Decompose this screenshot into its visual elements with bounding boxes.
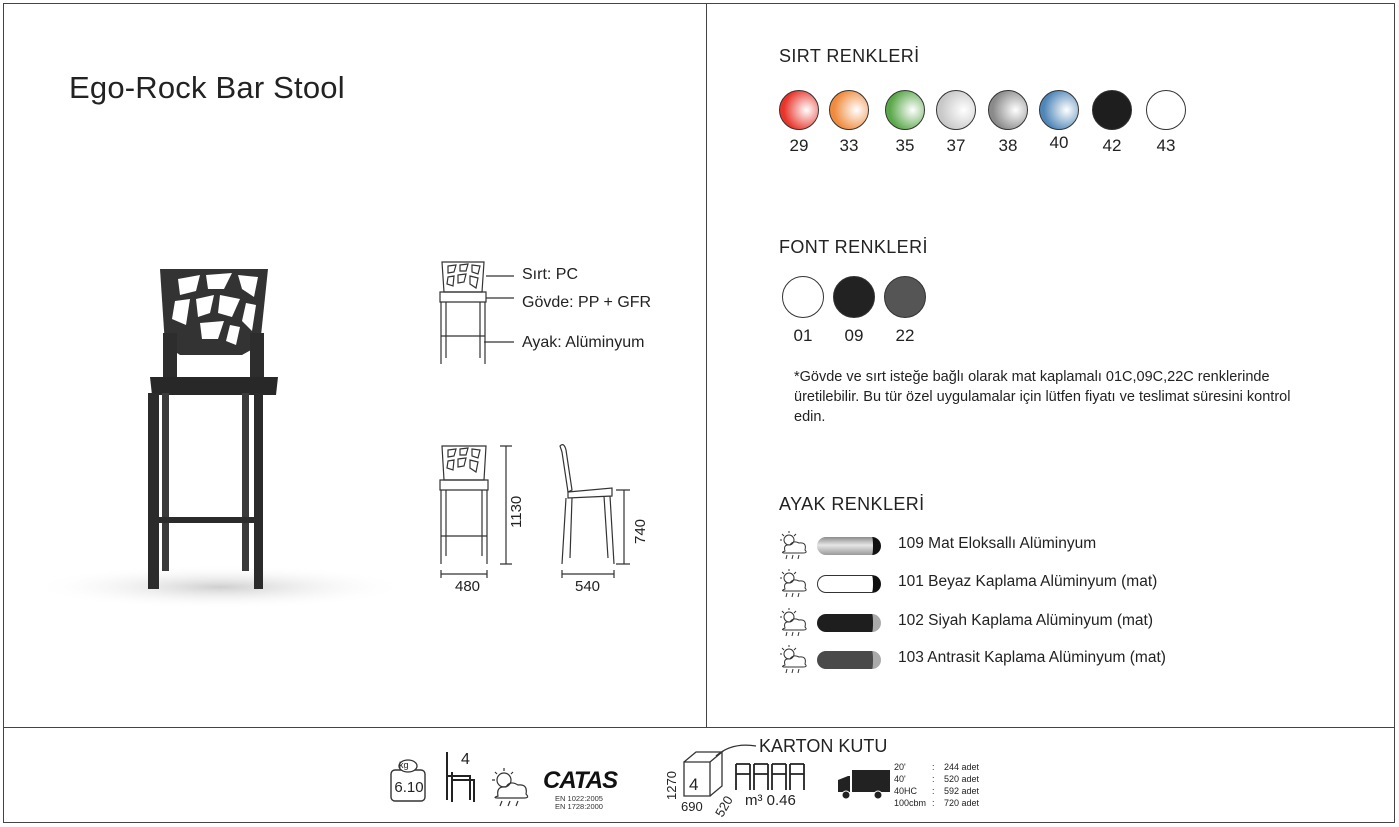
- back-color-swatch: [779, 90, 819, 130]
- box-qty: 4: [689, 775, 699, 794]
- back-color-code: 33: [839, 136, 859, 155]
- weight-unit: kg: [399, 760, 409, 770]
- dim-depth: 540: [575, 578, 601, 595]
- back-color-code: 40: [1049, 133, 1069, 152]
- frame-color-code: 22: [895, 326, 915, 345]
- outdoor-weather-icon: [776, 531, 810, 561]
- karton-title: KARTON KUTU: [759, 736, 888, 756]
- frame-colors-heading: FONT RENKLERİ: [779, 237, 928, 257]
- leg-colors-heading: AYAK RENKLERİ: [779, 494, 925, 514]
- frame-color-swatch: [884, 276, 926, 318]
- back-color-code: 38: [998, 136, 1018, 155]
- back-color-code: 35: [895, 136, 915, 155]
- vertical-divider: [706, 4, 707, 727]
- container-type: 100cbm: [894, 798, 927, 808]
- back-color-code: 29: [789, 136, 809, 155]
- container-type: 40': [894, 774, 906, 784]
- catas-logo: CATAS: [543, 767, 618, 794]
- outdoor-weather-icon: [776, 608, 810, 638]
- separator: :: [932, 774, 935, 784]
- frame-color-code: 01: [793, 326, 813, 345]
- back-color-swatch: [936, 90, 976, 130]
- shipping-row: [894, 785, 979, 797]
- truck-icon: [836, 768, 892, 800]
- separator: :: [932, 798, 935, 808]
- container-qty: 520 adet: [944, 774, 980, 784]
- shipping-table: [894, 761, 979, 809]
- back-color-code: 43: [1156, 136, 1176, 155]
- back-color-code: 42: [1102, 136, 1122, 155]
- frame-color-swatch: [782, 276, 824, 318]
- back-color-swatch: [885, 90, 925, 130]
- dim-height: 1130: [508, 495, 525, 528]
- container-qty: 720 adet: [944, 798, 980, 808]
- shipping-row: [894, 797, 979, 809]
- material-diagram: [436, 258, 526, 368]
- container-type: 20': [894, 762, 906, 772]
- side-dimension-drawing: [554, 440, 654, 580]
- box-depth: 520: [712, 793, 736, 820]
- leg-tube-swatch: [817, 614, 881, 632]
- stool-photo: [10, 255, 470, 620]
- back-color-swatch: [1039, 90, 1079, 130]
- container-type: 40HC: [894, 786, 918, 796]
- leg-tube-swatch: [817, 575, 881, 593]
- leg-color-label: 109 Mat Eloksallı Alüminyum: [898, 535, 1097, 552]
- leg-tube-swatch: [817, 651, 881, 669]
- outdoor-weather-icon: [776, 569, 810, 599]
- dim-width: 480: [455, 578, 481, 595]
- stack-count: 4: [461, 751, 470, 768]
- shipping-row: [894, 761, 979, 773]
- material-body: Gövde: PP + GFR: [522, 294, 652, 311]
- box-volume: m³ 0.46: [745, 792, 796, 809]
- back-color-swatch: [1092, 90, 1132, 130]
- horizontal-divider: [4, 727, 1394, 728]
- leg-color-label: 102 Siyah Kaplama Alüminyum (mat): [898, 612, 1154, 629]
- material-legs: Ayak: Alüminyum: [522, 334, 645, 351]
- weight-value: 6.10: [394, 779, 424, 796]
- leg-tube-swatch: [817, 537, 881, 555]
- shipping-row: [894, 773, 979, 785]
- frame-color-code: 09: [844, 326, 864, 345]
- frame-color-swatch: [833, 276, 875, 318]
- back-color-swatch: [829, 90, 869, 130]
- container-qty: 244 adet: [944, 762, 980, 772]
- leg-color-label: 101 Beyaz Kaplama Alüminyum (mat): [898, 573, 1158, 590]
- chairs-icon: [734, 762, 810, 792]
- back-color-code: 37: [946, 136, 966, 155]
- outdoor-weather-icon: [776, 645, 810, 675]
- coating-note: *Gövde ve sırt isteğe bağlı olarak mat kaplamalı 01C,09C,22C renklerinde üretilebilir. Bu tür özel uygulamalar için lütfen fiyatı ve teslimat süresini kontrol edin.: [794, 369, 1291, 425]
- back-colors-heading: SIRT RENKLERİ: [779, 46, 920, 66]
- back-color-swatch: [1146, 90, 1186, 130]
- leg-color-label: 103 Antrasit Kaplama Alüminyum (mat): [898, 649, 1166, 666]
- separator: :: [932, 762, 935, 772]
- back-color-swatch: [988, 90, 1028, 130]
- material-back: Sırt: PC: [522, 266, 579, 283]
- box-height: 1270: [664, 771, 679, 800]
- weather-icon: [484, 768, 534, 808]
- catas-standards: EN 1022:2005 EN 1728:2000: [555, 794, 603, 811]
- box-width: 690: [681, 799, 703, 814]
- product-title: Ego-Rock Bar Stool: [69, 70, 345, 105]
- container-qty: 592 adet: [944, 786, 980, 796]
- separator: :: [932, 786, 935, 796]
- dim-seat-height: 740: [632, 518, 649, 544]
